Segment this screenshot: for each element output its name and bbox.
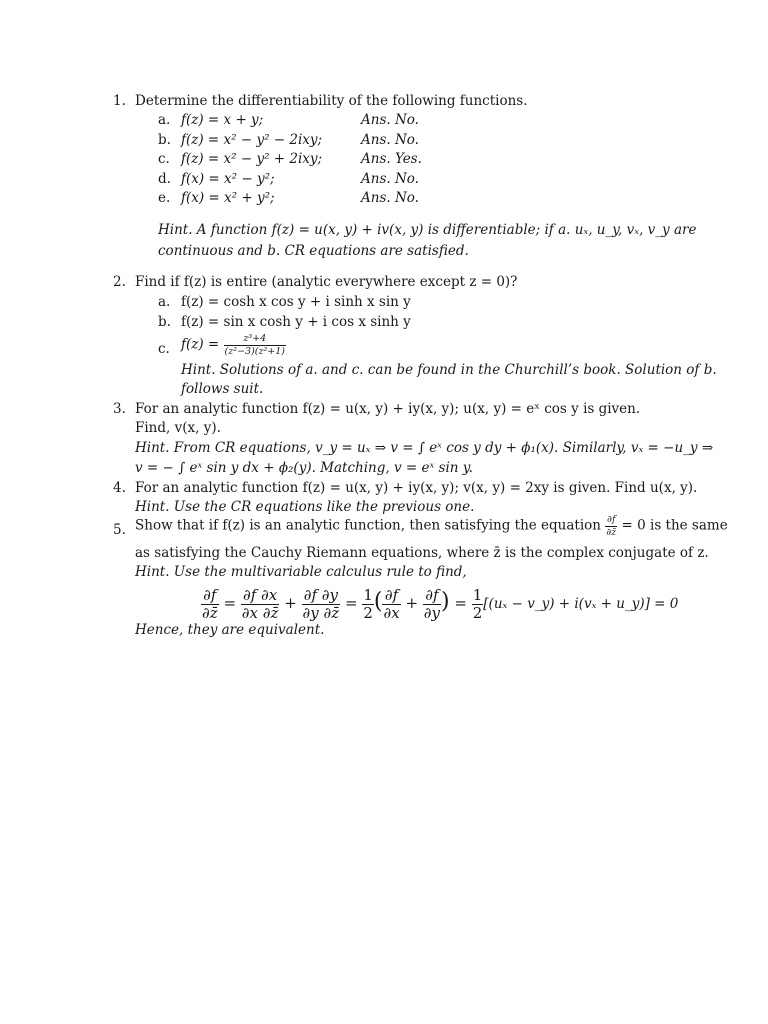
eq-dfdx-dxdzbar [241,587,280,622]
eq-f2-den: ∂x ∂z̄ [241,603,279,622]
q3-hint-line2: v = − ∫ eˣ sin y dx + ϕ₂(y). Matching, v = eˣ sin y. [135,460,473,476]
q1-item-a-label: a. [158,112,171,128]
q2-item-c-numerator: z³+4 [224,333,286,346]
q2-item-c-denominator: (z²−3)(z²+1) [224,345,286,357]
q1-text: Determine the differentiability of the following functions. [135,93,528,109]
q1-item-d-function: f(x) = x² − y²; [181,171,275,187]
q1-item-c-function: f(z) = x² − y² + 2ixy; [181,151,323,167]
eq-f7-num: 1 [472,585,483,604]
q5-line1-frac-num: ∂f [607,514,616,525]
q2-item-b-function: f(z) = sin x cosh y + i cos x sinh y [181,314,411,330]
eq-half-1 [362,587,374,622]
q5-line1 [135,514,728,538]
eq-f6-den: ∂y [423,603,441,622]
q2-item-c-function [181,333,286,357]
q1-item-b-function: f(z) = x² − y² − 2ixy; [181,132,323,148]
eq-f6-num: ∂f [423,587,441,605]
q1-number: 1. [113,93,126,109]
eq-f7-den: 2 [472,603,483,622]
q1-hint-line1: Hint. A function f(z) = u(x, y) + iv(x, y) is differentiable; if a. uₓ, u_y, vₓ, v_y are [158,222,697,238]
eq-f1-den: ∂z̄ [202,603,218,622]
q2-item-c-fraction [224,333,286,357]
eq-df-dx [382,587,400,622]
q5-hint: Hint. Use the multivariable calculus rule to find, [135,564,467,580]
q5-line1-frac-den: ∂z̄ [606,526,617,538]
q2-item-c-label: c. [158,341,170,357]
q1-item-a-function: f(z) = x + y; [181,112,264,128]
q1-item-e-answer: Ans. No. [361,190,419,206]
q3-line1: For an analytic function f(z) = u(x, y) + iy(x, y); u(x, y) = eˣ cos y is given. [135,401,641,417]
eq-f3-num: ∂f ∂y [302,587,341,605]
eq-dfdy-dydzbar [302,587,341,622]
q5-line2: as satisfying the Cauchy Riemann equations, where z̄ is the complex conjugate of z. [135,545,709,561]
eq-f5-num: ∂f [382,587,400,605]
q1-item-e-label: e. [158,190,171,206]
q3-hint-line1: Hint. From CR equations, v_y = uₓ ⇒ v = ∫ eˣ cos y dy + ϕ₁(x). Similarly, vₓ = −u_y ⇒ [135,440,714,456]
q3-number: 3. [113,401,126,417]
q2-item-a-label: a. [158,294,171,310]
eq-f5-den: ∂x [383,603,400,622]
eq-f4-den: 2 [363,603,373,622]
q1-hint-line2: continuous and b. CR equations are satisfied. [158,243,469,259]
q4-hint: Hint. Use the CR equations like the previous one. [135,499,475,515]
eq-f3-den: ∂y ∂z̄ [302,603,340,622]
q1-item-b-label: b. [158,132,171,148]
q2-hint-line2: follows suit. [181,381,264,397]
q1-item-e-function: f(x) = x² + y²; [181,190,275,206]
q1-item-d-answer: Ans. No. [361,171,419,187]
q3-line2: Find, v(x, y). [135,420,221,436]
q1-item-b-answer: Ans. No. [361,132,419,148]
q2-item-a-function: f(z) = cosh x cos y + i sinh x sin y [181,294,411,310]
q5-number: 5. [113,522,126,538]
q5-equation: $\frac{\partial f}{\partial z̄}$ = $\frac{\partial f \partial x}{\partial x \partial z̄}$ + $\frac{\partial f \partial y}{\partial y \partial z̄}$ = $\frac{1}{2}$ ( $\frac{\partial f}{\partial x}$ + $\frac{\partial f}{\partial y}$ ) = $\frac{1}{2}$ [(uₓ − v_y) + i(vₓ + u_y)] = 0 [202,585,679,622]
eq-f1-num: ∂f [201,587,219,605]
eq-f2-num: ∂f ∂x [241,587,280,605]
q2-item-c-prefix: f(z) = [181,336,220,353]
q4-line1: For an analytic function f(z) = u(x, y) + iy(x, y); v(x, y) = 2xy is given. Find u(x, y). [135,480,698,496]
q2-text: Find if f(z) is entire (analytic everywhere except z = 0)? [135,274,518,290]
q1-item-c-label: c. [158,151,170,167]
eq-df-dzbar [201,587,219,622]
q1-item-d-label: d. [158,171,171,187]
eq-tail: [(uₓ − v_y) + i(vₓ + u_y)] = 0 [483,596,679,612]
q5-conclusion: Hence, they are equivalent. [135,622,325,638]
eq-f4-num: 1 [363,585,373,604]
q5-line1-fraction [605,514,617,538]
eq-half-2 [472,587,484,622]
q2-number: 2. [113,274,126,290]
q1-item-a-answer: Ans. No. [361,112,419,128]
eq-df-dy [423,587,441,622]
q5-line1-text: Show that if f(z) is an analytic function, then satisfying the equation [135,517,601,534]
q2-hint-line1: Hint. Solutions of a. and c. can be found in the Churchill’s book. Solution of b. [181,362,717,378]
q1-item-c-answer: Ans. Yes. [361,151,422,167]
q5-line1-tail: = 0 is the same [621,517,728,534]
q4-number: 4. [113,480,126,496]
q2-item-b-label: b. [158,314,171,330]
